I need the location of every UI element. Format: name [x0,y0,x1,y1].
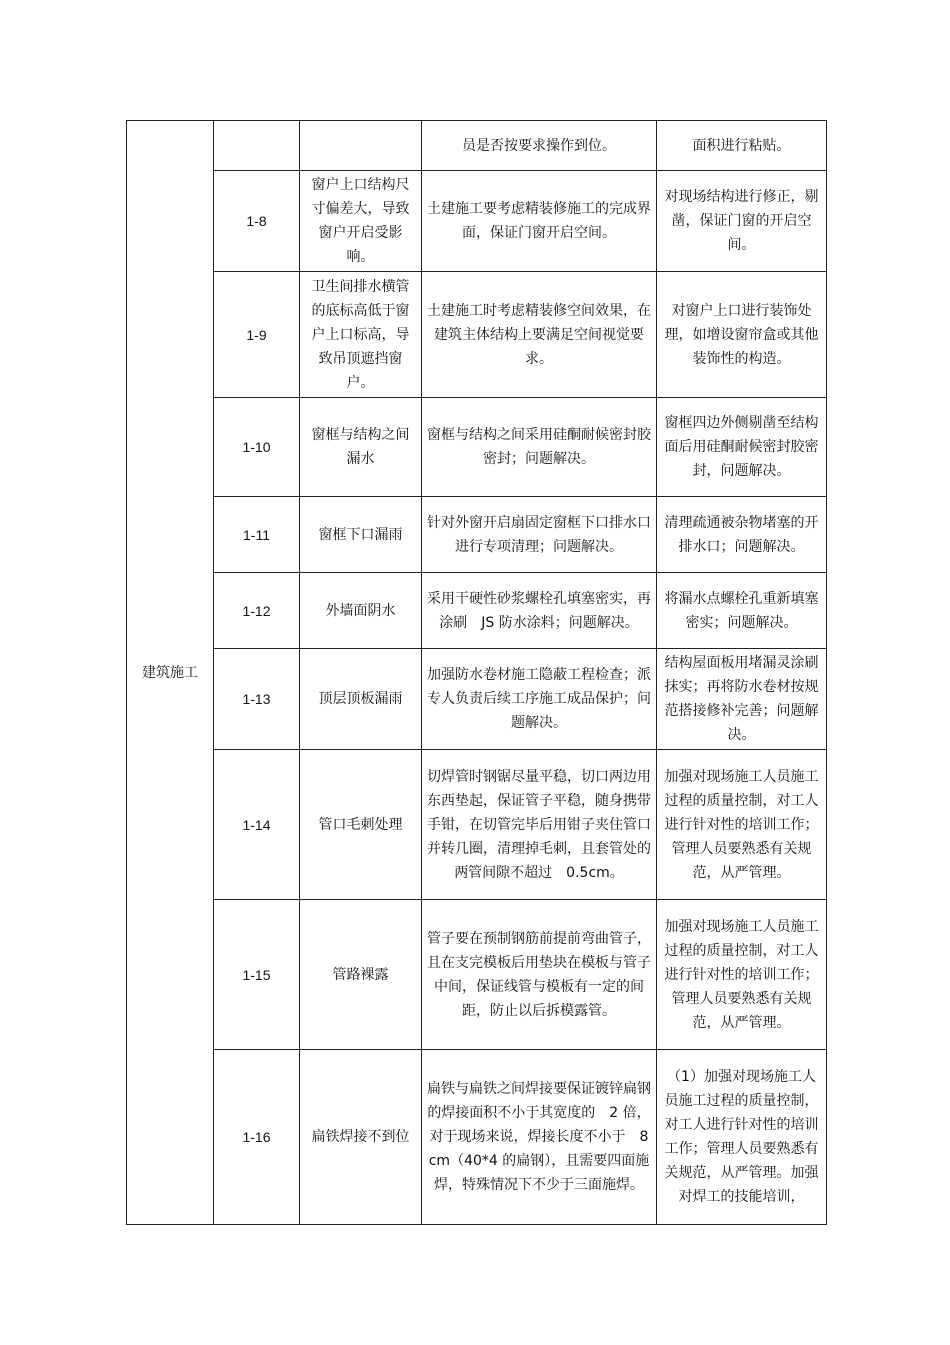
cell-cause: 加强防水卷材施工隐蔽工程检查；派专人负责后续工序施工成品保护；问题解决。 [422,649,657,750]
cell-solution: 窗框四边外侧剔凿至结构面后用硅酮耐候密封胶密封，问题解决。 [657,398,827,497]
cell-solution: 将漏水点螺栓孔重新填塞密实；问题解决。 [657,573,827,649]
cell-no: 1-16 [214,1050,300,1225]
table-row [127,171,827,272]
table-row [127,497,827,573]
cell-no: 1-8 [214,171,300,272]
category-cell: 建筑施工 [127,121,214,1225]
table-row [127,649,827,750]
cell-problem [300,121,422,171]
cell-no: 1-11 [214,497,300,573]
cell-cause: 扁铁与扁铁之间焊接要保证镀锌扁钢的焊接面积不小于其宽度的 2 倍，对于现场来说，焊接长度不小于 8cm（40*4 的扁钢），且需要四面施焊，特殊情况下不少于三面施焊。 [422,1050,657,1225]
cell-solution: 清理疏通被杂物堵塞的开排水口；问题解决。 [657,497,827,573]
table-body [127,121,827,1225]
cell-problem: 卫生间排水横管的底标高低于窗户上口标高，导致吊顶遮挡窗户。 [300,272,422,398]
cell-problem: 窗框下口漏雨 [300,497,422,573]
cell-solution: 对窗户上口进行装饰处理，如增设窗帘盒或其他装饰性的构造。 [657,272,827,398]
cell-no: 1-12 [214,573,300,649]
cell-no: 1-10 [214,398,300,497]
cell-solution: 加强对现场施工人员施工过程的质量控制，对工人进行针对性的培训工作；管理人员要熟悉有关规范，从严管理。 [657,750,827,900]
cell-cause: 管子要在预制钢筋前提前弯曲管子，且在支完模板后用垫块在模板与管子中间，保证线管与模板有一定的间距，防止以后拆模露管。 [422,900,657,1050]
cell-cause: 土建施工要考虑精装修施工的完成界面，保证门窗开启空间。 [422,171,657,272]
table-row [127,750,827,900]
table-row [127,1050,827,1225]
cell-problem: 扁铁焊接不到位 [300,1050,422,1225]
cell-cause: 土建施工时考虑精装修空间效果，在建筑主体结构上要满足空间视觉要求。 [422,272,657,398]
cell-solution: 面积进行粘贴。 [657,121,827,171]
cell-problem: 管路裸露 [300,900,422,1050]
cell-cause: 采用干硬性砂浆螺栓孔填塞密实，再涂刷 JS 防水涂料；问题解决。 [422,573,657,649]
cell-problem: 顶层顶板漏雨 [300,649,422,750]
table-row [127,121,827,171]
cell-cause: 窗框与结构之间采用硅酮耐候密封胶密封；问题解决。 [422,398,657,497]
cell-no: 1-13 [214,649,300,750]
cell-no: 1-15 [214,900,300,1050]
cell-solution: 加强对现场施工人员施工过程的质量控制，对工人进行针对性的培训工作；管理人员要熟悉有关规范，从严管理。 [657,900,827,1050]
cell-problem: 窗户上口结构尺寸偏差大，导致窗户开启受影响。 [300,171,422,272]
cell-cause: 针对外窗开启扇固定窗框下口排水口进行专项清理；问题解决。 [422,497,657,573]
cell-problem: 管口毛刺处理 [300,750,422,900]
cell-problem: 外墙面阴水 [300,573,422,649]
cell-no: 1-14 [214,750,300,900]
cell-no [214,121,300,171]
cell-cause: 切焊管时钢锯尽量平稳，切口两边用东西垫起，保证管子平稳，随身携带手钳，在切管完毕后用钳子夹住管口并转几圈，清理掉毛刺，且套管处的两管间隙不超过 0.5cm。 [422,750,657,900]
cell-solution: 对现场结构进行修正，剔凿，保证门窗的开启空间。 [657,171,827,272]
table-row [127,272,827,398]
cell-solution: 结构屋面板用堵漏灵涂刷抹实；再将防水卷材按规范搭接修补完善；问题解决。 [657,649,827,750]
cell-problem: 窗框与结构之间漏水 [300,398,422,497]
table-row [127,573,827,649]
cell-no: 1-9 [214,272,300,398]
cell-cause: 员是否按要求操作到位。 [422,121,657,171]
quality-issue-table [126,120,827,1225]
table-row [127,398,827,497]
cell-solution: （1）加强对现场施工人员施工过程的质量控制，对工人进行针对性的培训工作；管理人员要熟悉有关规范，从严管理。加强对焊工的技能培训， [657,1050,827,1225]
table-row [127,900,827,1050]
